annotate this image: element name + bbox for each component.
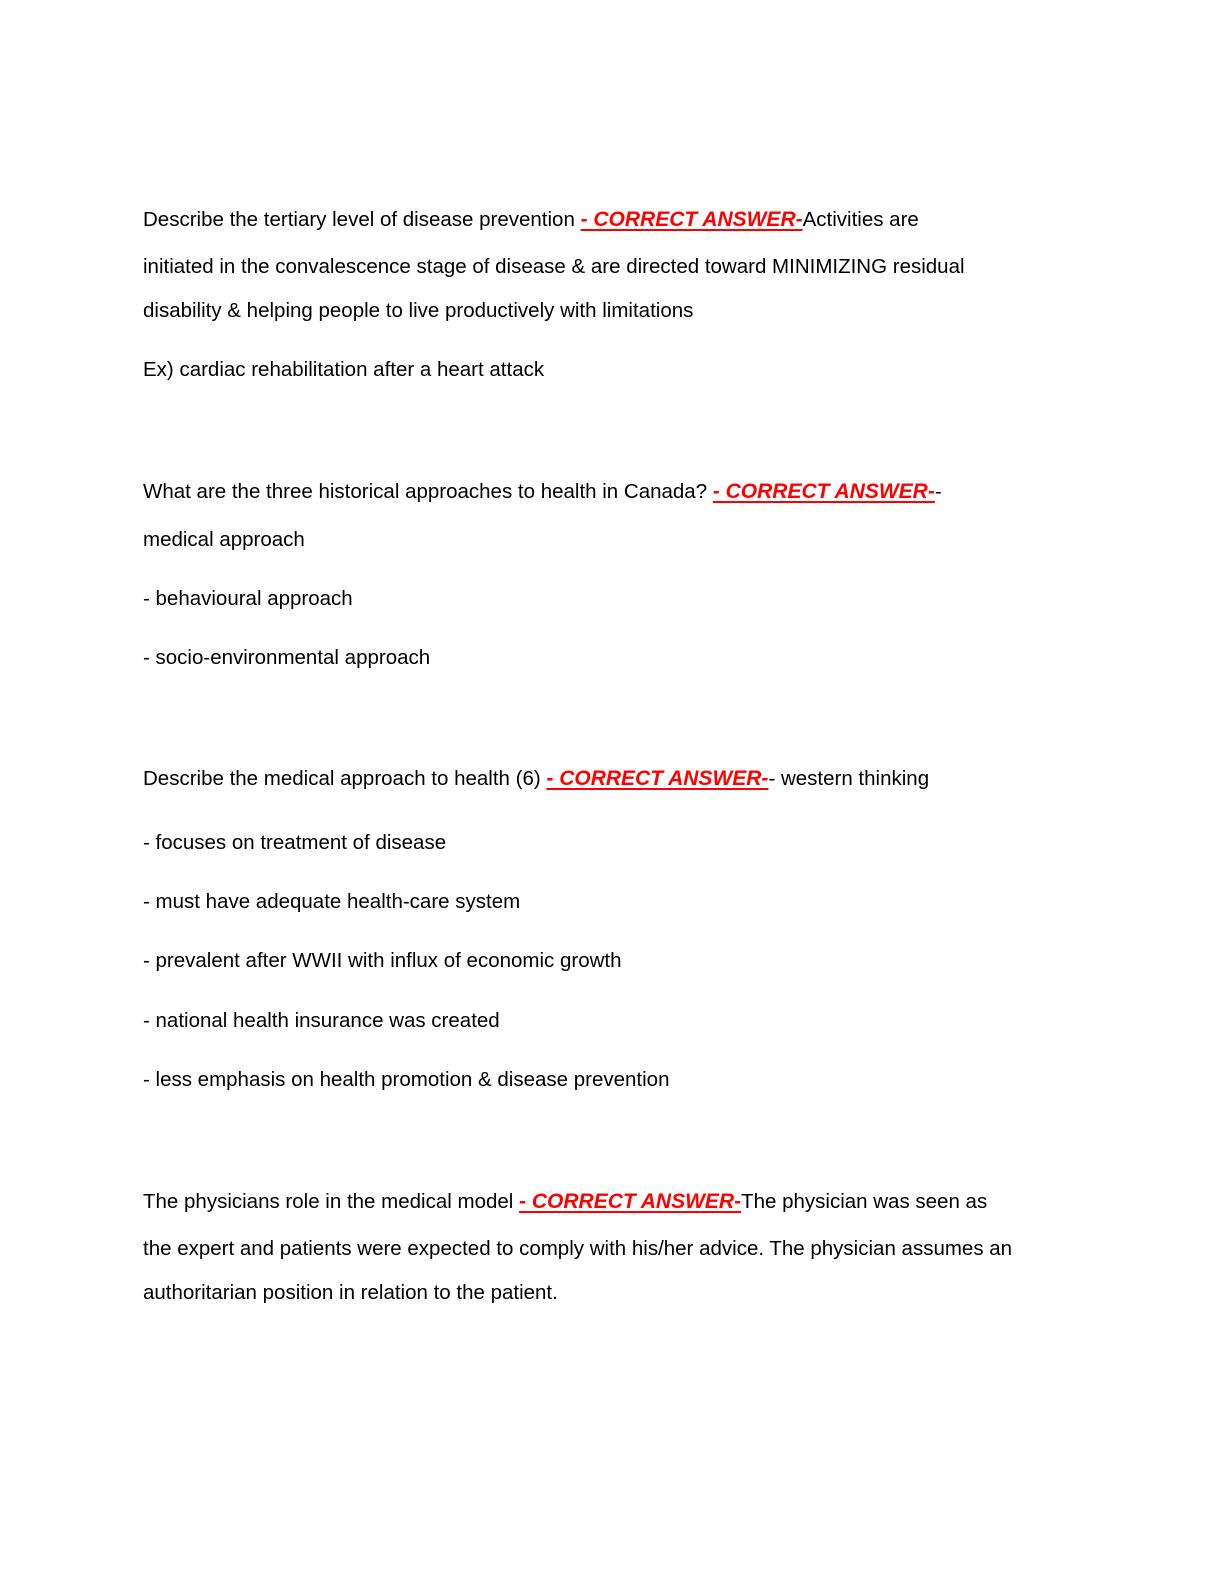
card-2-line-1: medical approach <box>143 528 305 551</box>
card-3-question: Describe the medical approach to health (6) <box>143 767 547 790</box>
card-2-answer-tag: - CORRECT ANSWER- <box>712 480 935 503</box>
card-1-line-3: Ex) cardiac rehabilitation after a heart attack <box>143 358 545 381</box>
card-1-question-line <box>143 208 1083 232</box>
card-3-line-4: - national health insurance was created <box>143 1009 500 1032</box>
card-4-answer-tag: - CORRECT ANSWER- <box>519 1190 742 1213</box>
card-3-line-1: - focuses on treatment of disease <box>143 831 447 854</box>
card-2-answer-start: - <box>934 480 942 503</box>
card-3-answer-tag: - CORRECT ANSWER- <box>546 767 769 790</box>
card-1-question: Describe the tertiary level of disease prevention <box>143 208 581 231</box>
card-1-answer-start: Activities are <box>802 208 919 231</box>
card-4-line-1: the expert and patients were expected to comply with his/her advice. The physician assumes an <box>143 1237 1013 1260</box>
card-4-question-line <box>143 1190 1083 1214</box>
card-3-question-line <box>143 767 1083 791</box>
card-4-line-2: authoritarian position in relation to the patient. <box>143 1281 558 1304</box>
card-2-question-line <box>143 480 1083 504</box>
card-3-line-2: - must have adequate health-care system <box>143 890 521 913</box>
card-3-answer-start: - western thinking <box>768 767 930 790</box>
card-2-line-3: - socio-environmental approach <box>143 646 431 669</box>
card-2-question: What are the three historical approaches to health in Canada? <box>143 480 713 503</box>
card-2-line-2: - behavioural approach <box>143 587 353 610</box>
card-4-answer-start: The physician was seen as <box>741 1190 988 1213</box>
card-1-answer-tag: - CORRECT ANSWER- <box>580 208 803 231</box>
card-3-line-5: - less emphasis on health promotion & disease prevention <box>143 1068 670 1091</box>
card-3-line-3: - prevalent after WWII with influx of economic growth <box>143 949 622 972</box>
card-4-question: The physicians role in the medical model <box>143 1190 520 1213</box>
card-1-line-2: disability & helping people to live productively with limitations <box>143 299 694 322</box>
card-1-line-1: initiated in the convalescence stage of disease & are directed toward MINIMIZING residual <box>143 255 965 278</box>
